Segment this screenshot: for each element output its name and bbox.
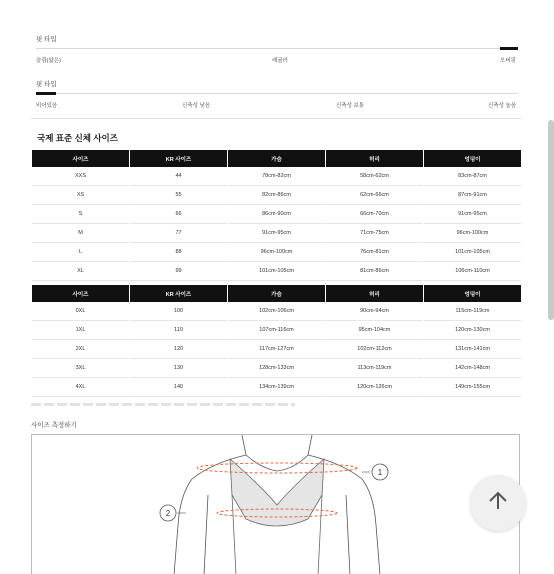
table-row bbox=[32, 243, 521, 262]
table-cell: XS bbox=[32, 186, 129, 205]
table-cell: 131cm-141cm bbox=[424, 340, 521, 359]
table-row bbox=[32, 224, 521, 243]
table-cell: 101cm-105cm bbox=[228, 262, 325, 281]
fit-type-label-1: 핏 타입 bbox=[36, 36, 57, 43]
table-cell: 149cm-155cm bbox=[424, 378, 521, 397]
table-cell: 62cm-66cm bbox=[326, 186, 423, 205]
table2-header-hip: 엉덩이 bbox=[424, 285, 521, 302]
table-cell: 91cm-95cm bbox=[228, 224, 325, 243]
table-cell: S bbox=[32, 205, 129, 224]
measure-section-title: 사이즈 측정하기 bbox=[31, 422, 77, 429]
table-cell: 91cm-95cm bbox=[424, 205, 521, 224]
table-cell: 55 bbox=[130, 186, 227, 205]
table-cell: 44 bbox=[130, 167, 227, 186]
fit-option-1-1: 레귤러 bbox=[272, 58, 288, 64]
table-cell: 78cm-82cm bbox=[228, 167, 325, 186]
measurement-diagram bbox=[31, 434, 520, 574]
table-cell: 86cm-90cm bbox=[228, 205, 325, 224]
table2-header-kr: KR 사이즈 bbox=[130, 285, 227, 302]
table-cell: 87cm-91cm bbox=[424, 186, 521, 205]
table-cell: 66 bbox=[130, 205, 227, 224]
scroll-to-top-button[interactable] bbox=[470, 475, 526, 531]
table-cell: 0XL bbox=[32, 302, 129, 321]
size-table-standard bbox=[31, 150, 522, 281]
marker-2-label: 2 bbox=[165, 509, 171, 518]
table-cell: 3XL bbox=[32, 359, 129, 378]
table-cell: 117cm-127cm bbox=[228, 340, 325, 359]
table-cell: 102cm-106cm bbox=[228, 302, 325, 321]
table-cell: 101cm-105cm bbox=[424, 243, 521, 262]
table-cell: 107cm-116cm bbox=[228, 321, 325, 340]
table-cell: 88 bbox=[130, 243, 227, 262]
table1-header-waist: 허리 bbox=[326, 150, 423, 167]
fit-type-scale-2 bbox=[36, 93, 518, 94]
table-cell: 83cm-87cm bbox=[424, 167, 521, 186]
fit-type-marker-2 bbox=[36, 92, 56, 95]
fit-option-2-1: 신축성 낮음 bbox=[182, 103, 211, 109]
fit-type-marker-1 bbox=[500, 47, 518, 50]
fit-type-label-2: 핏 타입 bbox=[36, 81, 57, 88]
table1-header-size: 사이즈 bbox=[32, 150, 129, 167]
table-cell: 130 bbox=[130, 359, 227, 378]
table-cell: 134cm-139cm bbox=[228, 378, 325, 397]
table-cell: 142cm-148cm bbox=[424, 359, 521, 378]
table2-header-waist: 허리 bbox=[326, 285, 423, 302]
body-illustration bbox=[32, 435, 520, 574]
fit-option-2-3: 신축성 높음 bbox=[488, 103, 517, 109]
table1-header-chest: 가슴 bbox=[228, 150, 325, 167]
table-cell: M bbox=[32, 224, 129, 243]
table2-header-chest: 가슴 bbox=[228, 285, 325, 302]
table-row bbox=[32, 167, 521, 186]
table-cell: 100 bbox=[130, 302, 227, 321]
table-cell: 95cm-104cm bbox=[326, 321, 423, 340]
table-cell: 96cm-100cm bbox=[228, 243, 325, 262]
table-row bbox=[32, 205, 521, 224]
table-cell: 110 bbox=[130, 321, 227, 340]
table-row bbox=[32, 321, 521, 340]
table-cell: 2XL bbox=[32, 340, 129, 359]
table-cell: 120cm-126cm bbox=[326, 378, 423, 397]
table-cell: 115cm-119cm bbox=[424, 302, 521, 321]
table-cell: 106cm-110cm bbox=[424, 262, 521, 281]
table-cell: 76cm-81cm bbox=[326, 243, 423, 262]
fit-option-1-0: 슬림(얇은) bbox=[36, 58, 61, 64]
table-row bbox=[32, 262, 521, 281]
table1-header-hip: 엉덩이 bbox=[424, 150, 521, 167]
table-cell: 120 bbox=[130, 340, 227, 359]
table-cell: 77 bbox=[130, 224, 227, 243]
table-row bbox=[32, 359, 521, 378]
footnote-text-placeholder bbox=[31, 403, 295, 406]
table-cell: 113cm-119cm bbox=[326, 359, 423, 378]
size-table-plus bbox=[31, 285, 522, 397]
table-cell: 71cm-75cm bbox=[326, 224, 423, 243]
table-row bbox=[32, 340, 521, 359]
fit-option-2-0: 비어있음 bbox=[36, 103, 58, 109]
table-cell: L bbox=[32, 243, 129, 262]
table-cell: 128cm-133cm bbox=[228, 359, 325, 378]
marker-1-label: 1 bbox=[377, 468, 383, 477]
arrow-up-icon bbox=[487, 490, 509, 517]
table-cell: 66cm-70cm bbox=[326, 205, 423, 224]
section-divider bbox=[31, 118, 522, 119]
table-cell: 102cm-112cm bbox=[326, 340, 423, 359]
table-cell: 58cm-62cm bbox=[326, 167, 423, 186]
table-row bbox=[32, 302, 521, 321]
table-cell: 90cm-94cm bbox=[326, 302, 423, 321]
table-cell: 120cm-130cm bbox=[424, 321, 521, 340]
table-cell: XXS bbox=[32, 167, 129, 186]
table-cell: 81cm-86cm bbox=[326, 262, 423, 281]
table-row bbox=[32, 378, 521, 397]
table-cell: XL bbox=[32, 262, 129, 281]
fit-type-scale-1 bbox=[36, 48, 518, 49]
table1-header-kr: KR 사이즈 bbox=[130, 150, 227, 167]
table2-header-size: 사이즈 bbox=[32, 285, 129, 302]
table-cell: 140 bbox=[130, 378, 227, 397]
table-cell: 1XL bbox=[32, 321, 129, 340]
fit-option-1-2: 오버핏 bbox=[500, 58, 516, 64]
table-cell: 4XL bbox=[32, 378, 129, 397]
table-row bbox=[32, 186, 521, 205]
table-cell: 82cm-86cm bbox=[228, 186, 325, 205]
fit-option-2-2: 신축성 보통 bbox=[336, 103, 365, 109]
page-scrollbar[interactable] bbox=[548, 120, 554, 320]
table-cell: 99 bbox=[130, 262, 227, 281]
size-section-title: 국제 표준 신체 사이즈 bbox=[37, 133, 118, 143]
table-cell: 96cm-100cm bbox=[424, 224, 521, 243]
